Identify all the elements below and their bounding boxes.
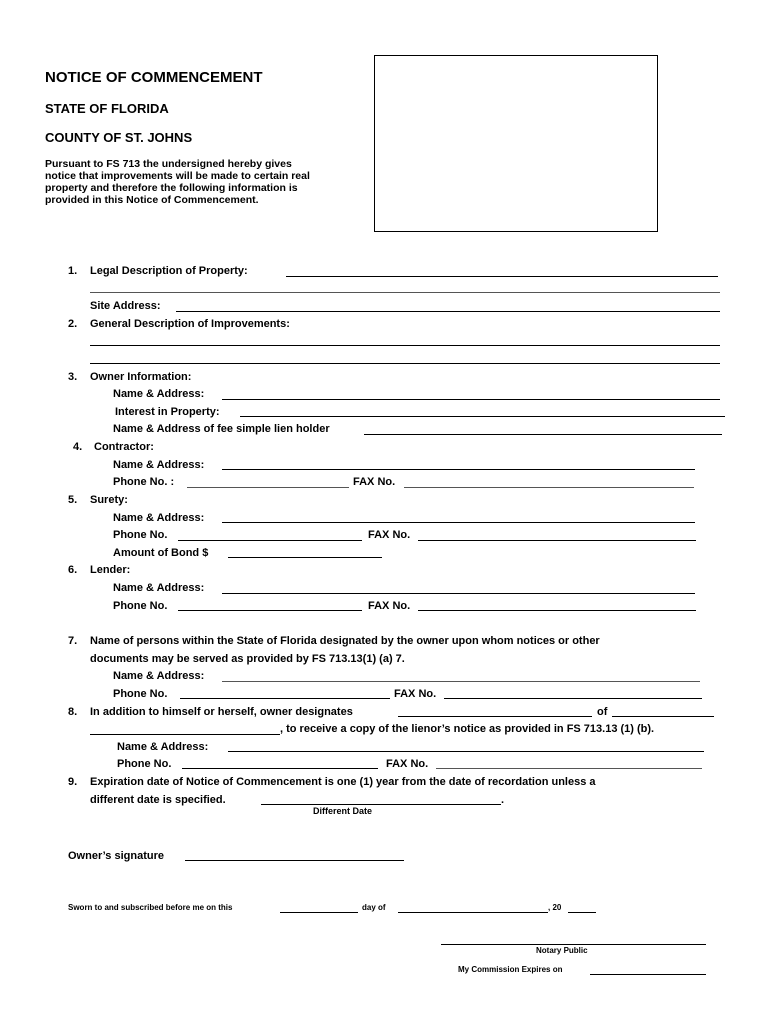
contractor-phone-label: Phone No. : bbox=[113, 476, 175, 488]
legal-description-label: Legal Description of Property: bbox=[90, 265, 248, 277]
owner-information-label: Owner Information: bbox=[90, 371, 192, 383]
sworn-day-field[interactable] bbox=[280, 912, 358, 913]
commission-expires-field[interactable] bbox=[590, 974, 706, 975]
different-date-caption: Different Date bbox=[313, 806, 373, 816]
interest-in-property-label: Interest in Property: bbox=[115, 406, 220, 418]
contractor-fax-label: FAX No. bbox=[353, 476, 396, 488]
lender-fax-label: FAX No. bbox=[368, 600, 411, 612]
expiration-period: . bbox=[501, 794, 505, 806]
copy-name-address-field[interactable] bbox=[228, 751, 704, 752]
expiration-text-line1: Expiration date of Notice of Commencement is one (1) year from the date of recordation unless a bbox=[90, 776, 596, 788]
item-number-8: 8. bbox=[68, 706, 78, 718]
owners-signature-label: Owner’s signature bbox=[68, 850, 164, 862]
designated-persons-text-line1: Name of persons within the State of Florida designated by the owner upon whom notices or other bbox=[90, 635, 600, 647]
interest-in-property-field[interactable] bbox=[240, 416, 725, 417]
amount-of-bond-label: Amount of Bond $ bbox=[113, 547, 209, 559]
contractor-name-address-label: Name & Address: bbox=[113, 459, 205, 471]
lender-label: Lender: bbox=[90, 564, 131, 576]
general-description-field-line1[interactable] bbox=[90, 345, 720, 346]
of-text: of bbox=[597, 706, 608, 718]
different-date-field[interactable] bbox=[261, 804, 501, 805]
designated-fax-field[interactable] bbox=[444, 698, 702, 699]
surety-label: Surety: bbox=[90, 494, 128, 506]
designated-name-address-field[interactable] bbox=[222, 681, 700, 682]
designee-of-field[interactable] bbox=[612, 716, 714, 717]
lender-fax-field[interactable] bbox=[418, 610, 696, 611]
item-number-9: 9. bbox=[68, 776, 78, 788]
copy-phone-label: Phone No. bbox=[117, 758, 172, 770]
lender-phone-label: Phone No. bbox=[113, 600, 168, 612]
lender-phone-field[interactable] bbox=[178, 610, 362, 611]
commission-expires-label: My Commission Expires on bbox=[458, 965, 563, 974]
intro-paragraph: Pursuant to FS 713 the undersigned hereby gives notice that improvements will be made to certain real property and therefore the following information is provided in this Notice of Commencement. bbox=[45, 158, 310, 206]
owners-signature-field[interactable] bbox=[185, 860, 404, 861]
copy-phone-field[interactable] bbox=[182, 768, 378, 769]
site-address-field[interactable] bbox=[176, 311, 720, 312]
designated-persons-text-line2: documents may be served as provided by FS 713.13(1) (a) 7. bbox=[90, 653, 405, 665]
general-description-label: General Description of Improvements: bbox=[90, 318, 290, 330]
surety-name-address-field[interactable] bbox=[222, 522, 695, 523]
receive-copy-text: , to receive a copy of the lienor’s notice as provided in FS 713.13 (1) (b). bbox=[280, 723, 655, 735]
sworn-month-field[interactable] bbox=[398, 912, 548, 913]
lender-name-address-label: Name & Address: bbox=[113, 582, 205, 594]
year-prefix-text: , 20 bbox=[548, 903, 562, 912]
amount-of-bond-field[interactable] bbox=[228, 557, 382, 558]
sworn-year-field[interactable] bbox=[568, 912, 596, 913]
in-addition-text: In addition to himself or herself, owner designates bbox=[90, 706, 353, 718]
surety-fax-label: FAX No. bbox=[368, 529, 411, 541]
item-number-7: 7. bbox=[68, 635, 78, 647]
designated-phone-label: Phone No. bbox=[113, 688, 168, 700]
fee-simple-lien-holder-label: Name & Address of fee simple lien holder bbox=[113, 423, 330, 435]
contractor-name-address-field[interactable] bbox=[222, 469, 695, 470]
form-title: NOTICE OF COMMENCEMENT bbox=[45, 69, 263, 86]
designated-phone-field[interactable] bbox=[180, 698, 390, 699]
item-number-3: 3. bbox=[68, 371, 78, 383]
recording-stamp-box bbox=[374, 55, 658, 232]
legal-description-field-line2[interactable] bbox=[90, 292, 720, 293]
sworn-text: Sworn to and subscribed before me on this bbox=[68, 903, 233, 912]
day-of-text: day of bbox=[362, 903, 386, 912]
designated-fax-label: FAX No. bbox=[394, 688, 437, 700]
expiration-text-line2: different date is specified. bbox=[90, 794, 226, 806]
contractor-fax-field[interactable] bbox=[404, 487, 694, 488]
legal-description-field[interactable] bbox=[286, 276, 718, 277]
contractor-label: Contractor: bbox=[94, 441, 154, 453]
surety-phone-label: Phone No. bbox=[113, 529, 168, 541]
lender-name-address-field[interactable] bbox=[222, 593, 695, 594]
surety-phone-field[interactable] bbox=[178, 540, 362, 541]
copy-name-address-label: Name & Address: bbox=[117, 741, 209, 753]
item-number-2: 2. bbox=[68, 318, 78, 330]
contractor-phone-field[interactable] bbox=[187, 487, 349, 488]
site-address-label: Site Address: bbox=[90, 300, 161, 312]
copy-fax-field[interactable] bbox=[436, 768, 702, 769]
designated-name-address-label: Name & Address: bbox=[113, 670, 205, 682]
item-number-6: 6. bbox=[68, 564, 78, 576]
item-number-5: 5. bbox=[68, 494, 78, 506]
notary-signature-field[interactable] bbox=[441, 944, 706, 945]
designee-continued-field[interactable] bbox=[90, 734, 280, 735]
owner-name-address-field[interactable] bbox=[222, 399, 720, 400]
general-description-field-line2[interactable] bbox=[90, 363, 720, 364]
item-number-1: 1. bbox=[68, 265, 78, 277]
surety-fax-field[interactable] bbox=[418, 540, 696, 541]
state-heading: STATE OF FLORIDA bbox=[45, 101, 169, 116]
notary-public-label: Notary Public bbox=[536, 946, 588, 955]
owner-name-address-label: Name & Address: bbox=[113, 388, 205, 400]
county-heading: COUNTY OF ST. JOHNS bbox=[45, 130, 193, 145]
item-number-4: 4. bbox=[73, 441, 83, 453]
designee-name-field[interactable] bbox=[398, 716, 592, 717]
surety-name-address-label: Name & Address: bbox=[113, 512, 205, 524]
copy-fax-label: FAX No. bbox=[386, 758, 429, 770]
fee-simple-lien-holder-field[interactable] bbox=[364, 434, 722, 435]
